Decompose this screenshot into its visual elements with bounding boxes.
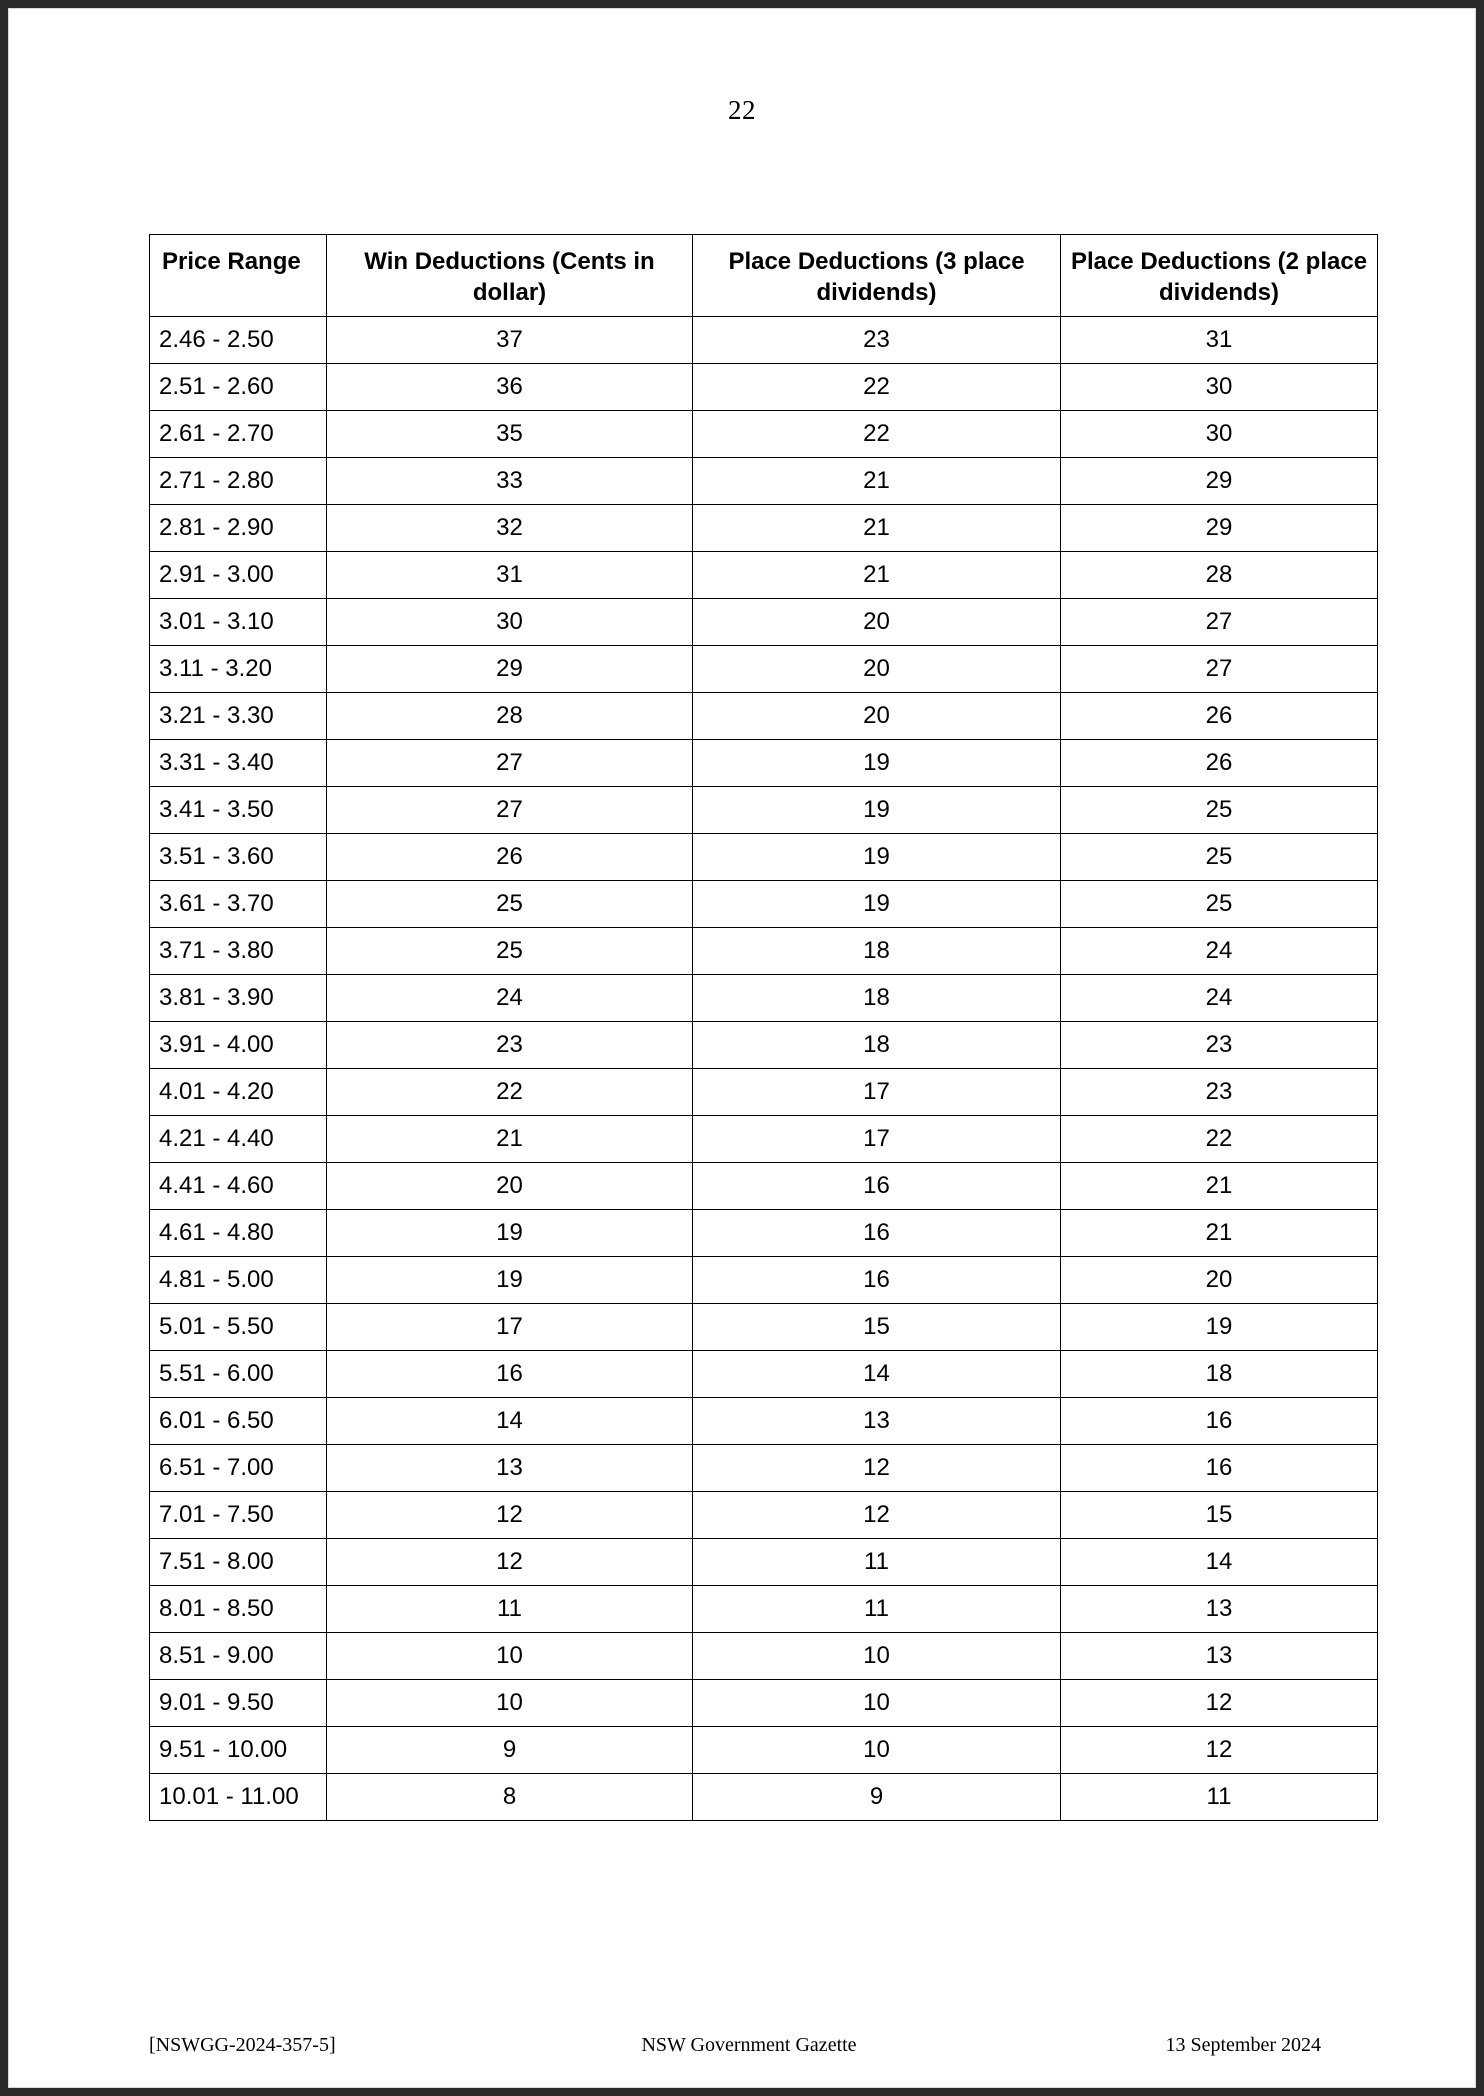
cell-win-deduction: 12: [327, 1539, 693, 1586]
cell-place-deduction-3: 21: [693, 552, 1061, 599]
cell-price-range: 5.01 - 5.50: [150, 1304, 327, 1351]
table-row: [150, 599, 1378, 646]
cell-place-deduction-2: 31: [1061, 317, 1378, 364]
column-header-place-deductions-2: Place Deductions (2 place dividends): [1061, 235, 1378, 317]
cell-win-deduction: 25: [327, 928, 693, 975]
cell-place-deduction-3: 19: [693, 834, 1061, 881]
table-row: [150, 1210, 1378, 1257]
cell-place-deduction-3: 12: [693, 1492, 1061, 1539]
cell-place-deduction-2: 26: [1061, 693, 1378, 740]
cell-win-deduction: 21: [327, 1116, 693, 1163]
cell-price-range: 10.01 - 11.00: [150, 1774, 327, 1821]
cell-win-deduction: 37: [327, 317, 693, 364]
cell-price-range: 2.71 - 2.80: [150, 458, 327, 505]
cell-place-deduction-3: 16: [693, 1257, 1061, 1304]
table-row: [150, 1492, 1378, 1539]
cell-win-deduction: 27: [327, 740, 693, 787]
table-header-row: [150, 235, 1378, 317]
cell-place-deduction-3: 23: [693, 317, 1061, 364]
cell-place-deduction-3: 20: [693, 646, 1061, 693]
cell-place-deduction-3: 19: [693, 740, 1061, 787]
cell-place-deduction-3: 21: [693, 505, 1061, 552]
cell-win-deduction: 9: [327, 1727, 693, 1774]
cell-place-deduction-2: 25: [1061, 881, 1378, 928]
cell-place-deduction-2: 14: [1061, 1539, 1378, 1586]
cell-price-range: 2.46 - 2.50: [150, 317, 327, 364]
cell-win-deduction: 10: [327, 1680, 693, 1727]
cell-place-deduction-2: 29: [1061, 505, 1378, 552]
table-row: [150, 834, 1378, 881]
table-row: [150, 1022, 1378, 1069]
page-number: 22: [728, 95, 756, 125]
cell-win-deduction: 19: [327, 1210, 693, 1257]
cell-win-deduction: 11: [327, 1586, 693, 1633]
cell-place-deduction-3: 19: [693, 881, 1061, 928]
cell-place-deduction-2: 16: [1061, 1398, 1378, 1445]
table-row: [150, 787, 1378, 834]
cell-place-deduction-2: 27: [1061, 646, 1378, 693]
cell-price-range: 2.61 - 2.70: [150, 411, 327, 458]
cell-place-deduction-2: 26: [1061, 740, 1378, 787]
cell-place-deduction-3: 14: [693, 1351, 1061, 1398]
cell-win-deduction: 22: [327, 1069, 693, 1116]
cell-win-deduction: 12: [327, 1492, 693, 1539]
cell-place-deduction-2: 15: [1061, 1492, 1378, 1539]
deductions-table: [149, 234, 1378, 1821]
cell-price-range: 3.71 - 3.80: [150, 928, 327, 975]
column-header-price-range: Price Range: [150, 235, 327, 317]
cell-price-range: 4.61 - 4.80: [150, 1210, 327, 1257]
cell-win-deduction: 10: [327, 1633, 693, 1680]
cell-place-deduction-2: 27: [1061, 599, 1378, 646]
table-row: [150, 1680, 1378, 1727]
cell-win-deduction: 33: [327, 458, 693, 505]
cell-place-deduction-3: 17: [693, 1116, 1061, 1163]
cell-place-deduction-2: 20: [1061, 1257, 1378, 1304]
cell-win-deduction: 26: [327, 834, 693, 881]
cell-place-deduction-3: 10: [693, 1727, 1061, 1774]
table-row: [150, 1633, 1378, 1680]
cell-place-deduction-3: 18: [693, 975, 1061, 1022]
cell-place-deduction-2: 11: [1061, 1774, 1378, 1821]
table-row: [150, 881, 1378, 928]
cell-place-deduction-2: 19: [1061, 1304, 1378, 1351]
cell-place-deduction-2: 23: [1061, 1069, 1378, 1116]
cell-place-deduction-2: 30: [1061, 364, 1378, 411]
cell-place-deduction-3: 18: [693, 928, 1061, 975]
table-row: [150, 928, 1378, 975]
cell-place-deduction-2: 22: [1061, 1116, 1378, 1163]
cell-place-deduction-3: 16: [693, 1163, 1061, 1210]
table-row: [150, 505, 1378, 552]
table-row: [150, 1398, 1378, 1445]
table-row: [150, 1116, 1378, 1163]
cell-place-deduction-3: 20: [693, 693, 1061, 740]
cell-price-range: 9.51 - 10.00: [150, 1727, 327, 1774]
cell-price-range: 2.91 - 3.00: [150, 552, 327, 599]
cell-win-deduction: 24: [327, 975, 693, 1022]
cell-place-deduction-2: 25: [1061, 787, 1378, 834]
table-row: [150, 1163, 1378, 1210]
cell-price-range: 4.81 - 5.00: [150, 1257, 327, 1304]
cell-place-deduction-2: 21: [1061, 1210, 1378, 1257]
table-row: [150, 1351, 1378, 1398]
cell-place-deduction-3: 22: [693, 364, 1061, 411]
table-row: [150, 552, 1378, 599]
cell-price-range: 7.51 - 8.00: [150, 1539, 327, 1586]
cell-win-deduction: 20: [327, 1163, 693, 1210]
cell-win-deduction: 25: [327, 881, 693, 928]
cell-win-deduction: 28: [327, 693, 693, 740]
table-row: [150, 1539, 1378, 1586]
table-row: [150, 317, 1378, 364]
deductions-table-container: [149, 234, 1377, 1821]
table-row: [150, 646, 1378, 693]
cell-place-deduction-3: 20: [693, 599, 1061, 646]
footer-date: 13 September 2024: [1165, 2034, 1321, 2056]
cell-price-range: 7.01 - 7.50: [150, 1492, 327, 1539]
cell-win-deduction: 30: [327, 599, 693, 646]
cell-win-deduction: 8: [327, 1774, 693, 1821]
cell-win-deduction: 27: [327, 787, 693, 834]
cell-place-deduction-3: 11: [693, 1586, 1061, 1633]
footer-publication: NSW Government Gazette: [641, 2034, 857, 2056]
cell-place-deduction-2: 12: [1061, 1680, 1378, 1727]
cell-win-deduction: 14: [327, 1398, 693, 1445]
cell-price-range: 3.81 - 3.90: [150, 975, 327, 1022]
table-row: [150, 1774, 1378, 1821]
cell-place-deduction-3: 16: [693, 1210, 1061, 1257]
cell-win-deduction: 16: [327, 1351, 693, 1398]
cell-win-deduction: 35: [327, 411, 693, 458]
cell-place-deduction-3: 12: [693, 1445, 1061, 1492]
cell-price-range: 4.21 - 4.40: [150, 1116, 327, 1163]
cell-win-deduction: 19: [327, 1257, 693, 1304]
cell-price-range: 3.61 - 3.70: [150, 881, 327, 928]
table-row: [150, 693, 1378, 740]
cell-win-deduction: 32: [327, 505, 693, 552]
cell-price-range: 3.91 - 4.00: [150, 1022, 327, 1069]
cell-price-range: 5.51 - 6.00: [150, 1351, 327, 1398]
cell-place-deduction-3: 17: [693, 1069, 1061, 1116]
cell-price-range: 6.51 - 7.00: [150, 1445, 327, 1492]
cell-win-deduction: 17: [327, 1304, 693, 1351]
table-row: [150, 1586, 1378, 1633]
table-row: [150, 1257, 1378, 1304]
cell-price-range: 3.41 - 3.50: [150, 787, 327, 834]
cell-price-range: 3.51 - 3.60: [150, 834, 327, 881]
cell-price-range: 4.01 - 4.20: [150, 1069, 327, 1116]
cell-place-deduction-3: 18: [693, 1022, 1061, 1069]
cell-place-deduction-2: 21: [1061, 1163, 1378, 1210]
cell-price-range: 3.31 - 3.40: [150, 740, 327, 787]
cell-place-deduction-3: 19: [693, 787, 1061, 834]
cell-win-deduction: 31: [327, 552, 693, 599]
column-header-win-deductions: Win Deductions (Cents in dollar): [327, 235, 693, 317]
cell-win-deduction: 23: [327, 1022, 693, 1069]
cell-place-deduction-3: 10: [693, 1633, 1061, 1680]
cell-place-deduction-2: 13: [1061, 1586, 1378, 1633]
column-header-place-deductions-3: Place Deductions (3 place dividends): [693, 235, 1061, 317]
cell-win-deduction: 29: [327, 646, 693, 693]
cell-price-range: 8.51 - 9.00: [150, 1633, 327, 1680]
cell-place-deduction-2: 30: [1061, 411, 1378, 458]
cell-place-deduction-3: 22: [693, 411, 1061, 458]
page-footer: [149, 2034, 1349, 2057]
cell-place-deduction-3: 21: [693, 458, 1061, 505]
cell-place-deduction-2: 29: [1061, 458, 1378, 505]
cell-price-range: 8.01 - 8.50: [150, 1586, 327, 1633]
table-row: [150, 1069, 1378, 1116]
cell-place-deduction-2: 16: [1061, 1445, 1378, 1492]
table-row: [150, 411, 1378, 458]
table-row: [150, 740, 1378, 787]
cell-place-deduction-2: 25: [1061, 834, 1378, 881]
cell-place-deduction-2: 18: [1061, 1351, 1378, 1398]
table-row: [150, 975, 1378, 1022]
cell-price-range: 3.11 - 3.20: [150, 646, 327, 693]
cell-price-range: 6.01 - 6.50: [150, 1398, 327, 1445]
cell-win-deduction: 13: [327, 1445, 693, 1492]
cell-place-deduction-2: 28: [1061, 552, 1378, 599]
cell-place-deduction-3: 15: [693, 1304, 1061, 1351]
cell-place-deduction-3: 9: [693, 1774, 1061, 1821]
table-row: [150, 1727, 1378, 1774]
cell-price-range: 2.51 - 2.60: [150, 364, 327, 411]
cell-place-deduction-2: 24: [1061, 928, 1378, 975]
cell-price-range: 3.01 - 3.10: [150, 599, 327, 646]
cell-place-deduction-2: 12: [1061, 1727, 1378, 1774]
cell-place-deduction-2: 13: [1061, 1633, 1378, 1680]
table-row: [150, 1445, 1378, 1492]
cell-place-deduction-3: 13: [693, 1398, 1061, 1445]
table-row: [150, 364, 1378, 411]
table-body: [150, 317, 1378, 1821]
cell-price-range: 3.21 - 3.30: [150, 693, 327, 740]
table-row: [150, 1304, 1378, 1351]
cell-place-deduction-3: 10: [693, 1680, 1061, 1727]
cell-price-range: 9.01 - 9.50: [150, 1680, 327, 1727]
cell-place-deduction-2: 24: [1061, 975, 1378, 1022]
footer-reference: [NSWGG-2024-357-5]: [149, 2034, 336, 2056]
cell-win-deduction: 36: [327, 364, 693, 411]
cell-price-range: 2.81 - 2.90: [150, 505, 327, 552]
table-header: [150, 235, 1378, 317]
cell-place-deduction-2: 23: [1061, 1022, 1378, 1069]
table-row: [150, 458, 1378, 505]
cell-price-range: 4.41 - 4.60: [150, 1163, 327, 1210]
cell-place-deduction-3: 11: [693, 1539, 1061, 1586]
document-page: [8, 8, 1476, 2088]
